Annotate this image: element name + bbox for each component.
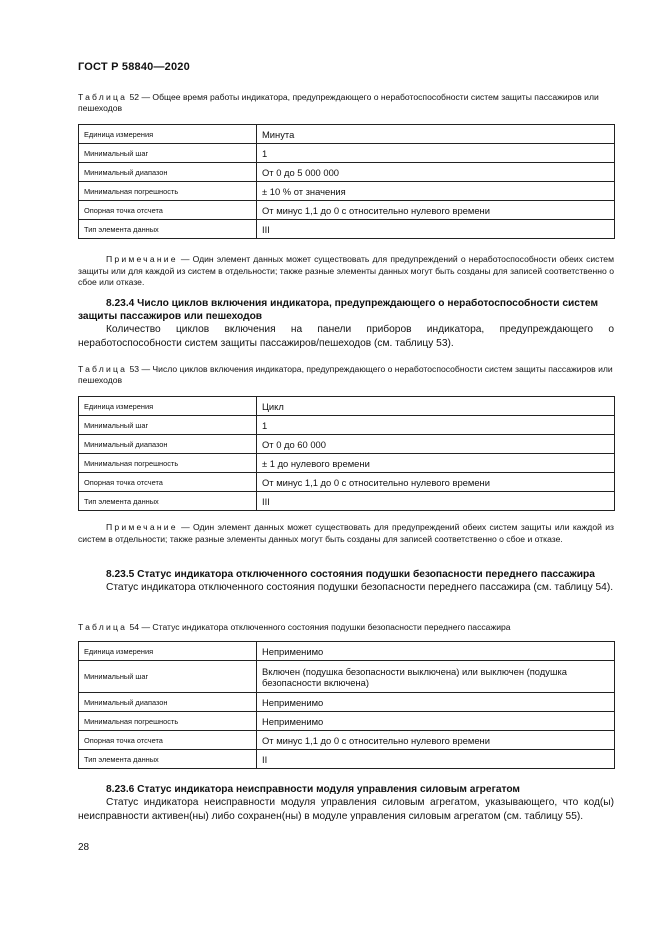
table-row bbox=[79, 642, 615, 661]
table-caption-text: 52 — Общее время работы индикатора, предупреждающего о неработоспособности систем защиты пассажиров или пешеходов bbox=[78, 92, 599, 113]
table-54-caption bbox=[78, 622, 614, 633]
row-value: III bbox=[257, 220, 615, 239]
table-row bbox=[79, 163, 615, 182]
table-row bbox=[79, 750, 615, 769]
row-key: Минимальный диапазон bbox=[79, 163, 257, 182]
row-value: От минус 1,1 до 0 с относительно нулевого времени bbox=[257, 201, 615, 220]
row-value: От минус 1,1 до 0 с относительно нулевого времени bbox=[257, 473, 615, 492]
row-value: Неприменимо bbox=[257, 642, 615, 661]
note-text: — Один элемент данных может существовать для предупреждений обеих систем защиты или каждой из систем в отдельности; также разные элементы данных могут быть созданы для записей соответственно о сбое и отказе. bbox=[78, 522, 614, 544]
table-row bbox=[79, 201, 615, 220]
table-53-caption bbox=[78, 364, 614, 386]
table-row bbox=[79, 220, 615, 239]
table-53 bbox=[78, 396, 615, 511]
table-52-caption bbox=[78, 92, 614, 114]
row-key: Единица измерения bbox=[79, 125, 257, 144]
row-key: Минимальный шаг bbox=[79, 416, 257, 435]
row-key: Минимальная погрешность bbox=[79, 712, 257, 731]
table-row bbox=[79, 712, 615, 731]
note-53 bbox=[78, 522, 614, 545]
table-54 bbox=[78, 641, 615, 769]
document-id: ГОСТ Р 58840—2020 bbox=[78, 61, 190, 73]
table-row bbox=[79, 661, 615, 693]
row-key: Опорная точка отсчета bbox=[79, 201, 257, 220]
row-key: Минимальный шаг bbox=[79, 144, 257, 163]
row-key: Единица измерения bbox=[79, 642, 257, 661]
row-key: Тип элемента данных bbox=[79, 492, 257, 511]
row-value: От 0 до 5 000 000 bbox=[257, 163, 615, 182]
row-value: Неприменимо bbox=[257, 693, 615, 712]
table-52 bbox=[78, 124, 615, 239]
row-value: ± 10 % от значения bbox=[257, 182, 615, 201]
table-row bbox=[79, 693, 615, 712]
row-key: Минимальный шаг bbox=[79, 661, 257, 693]
section-heading-8-23-4: 8.23.4 Число циклов включения индикатора, предупреждающего о неработоспособности систем защиты пассажиров или пешеходов bbox=[78, 298, 598, 322]
row-value: Включен (подушка безопасности выключена) или выключен (подушка безопасности включена) bbox=[257, 661, 615, 693]
table-row bbox=[79, 144, 615, 163]
row-key: Тип элемента данных bbox=[79, 750, 257, 769]
row-key: Минимальный диапазон bbox=[79, 435, 257, 454]
table-caption-text: 53 — Число циклов включения индикатора, предупреждающего о неработоспособности систем защиты пассажиров или пешеходов bbox=[78, 364, 613, 385]
note-52 bbox=[78, 254, 614, 289]
row-value: ± 1 до нулевого времени bbox=[257, 454, 615, 473]
row-key: Опорная точка отсчета bbox=[79, 473, 257, 492]
table-label: Таблица bbox=[78, 622, 128, 632]
page-number: 28 bbox=[78, 842, 90, 853]
table-caption-text: 54 — Статус индикатора отключенного состояния подушки безопасности переднего пассажира bbox=[127, 622, 511, 632]
table-row bbox=[79, 435, 615, 454]
section-body-8-23-6: Статус индикатора неисправности модуля управления силовым агрегатом, указывающего, что код(ы) неисправности активен(ны) либо сохранен(ны) в модуле управления силовым агрегатом (см. таблицу 55). bbox=[78, 797, 614, 822]
row-value: II bbox=[257, 750, 615, 769]
table-row bbox=[79, 454, 615, 473]
section-body-8-23-4: Количество циклов включения на панели приборов индикатора, предупреждающего о неработоспособности систем защиты пассажиров/пешеходов (см. таблицу 53). bbox=[78, 324, 614, 349]
note-text: — Один элемент данных может существовать для предупреждений о неработоспособности обеих систем защиты или для каждой из систем в отдельности; также разные элементы данных могут быть созданы для записей соответственно о сбое или отказе. bbox=[78, 254, 614, 287]
row-value: III bbox=[257, 492, 615, 511]
row-key: Единица измерения bbox=[79, 397, 257, 416]
row-key: Опорная точка отсчета bbox=[79, 731, 257, 750]
section-body-8-23-5: Статус индикатора отключенного состояния подушки безопасности переднего пассажира (см. таблицу 54). bbox=[106, 582, 614, 593]
table-row bbox=[79, 416, 615, 435]
row-key: Минимальная погрешность bbox=[79, 454, 257, 473]
table-row bbox=[79, 473, 615, 492]
table-row bbox=[79, 125, 615, 144]
section-heading-8-23-5: 8.23.5 Статус индикатора отключенного состояния подушки безопасности переднего пассажира bbox=[106, 569, 595, 580]
row-value: От 0 до 60 000 bbox=[257, 435, 615, 454]
row-value: От минус 1,1 до 0 с относительно нулевого времени bbox=[257, 731, 615, 750]
note-label: Примечание bbox=[106, 522, 178, 532]
row-value: 1 bbox=[257, 144, 615, 163]
note-label: Примечание bbox=[106, 254, 178, 264]
row-key: Минимальный диапазон bbox=[79, 693, 257, 712]
table-label: Таблица bbox=[78, 92, 128, 102]
table-row bbox=[79, 492, 615, 511]
table-row bbox=[79, 182, 615, 201]
table-label: Таблица bbox=[78, 364, 128, 374]
row-key: Тип элемента данных bbox=[79, 220, 257, 239]
row-value: Неприменимо bbox=[257, 712, 615, 731]
row-value: 1 bbox=[257, 416, 615, 435]
row-value: Минута bbox=[257, 125, 615, 144]
row-value: Цикл bbox=[257, 397, 615, 416]
section-heading-8-23-6: 8.23.6 Статус индикатора неисправности модуля управления силовым агрегатом bbox=[106, 784, 520, 795]
table-row bbox=[79, 731, 615, 750]
table-row bbox=[79, 397, 615, 416]
row-key: Минимальная погрешность bbox=[79, 182, 257, 201]
